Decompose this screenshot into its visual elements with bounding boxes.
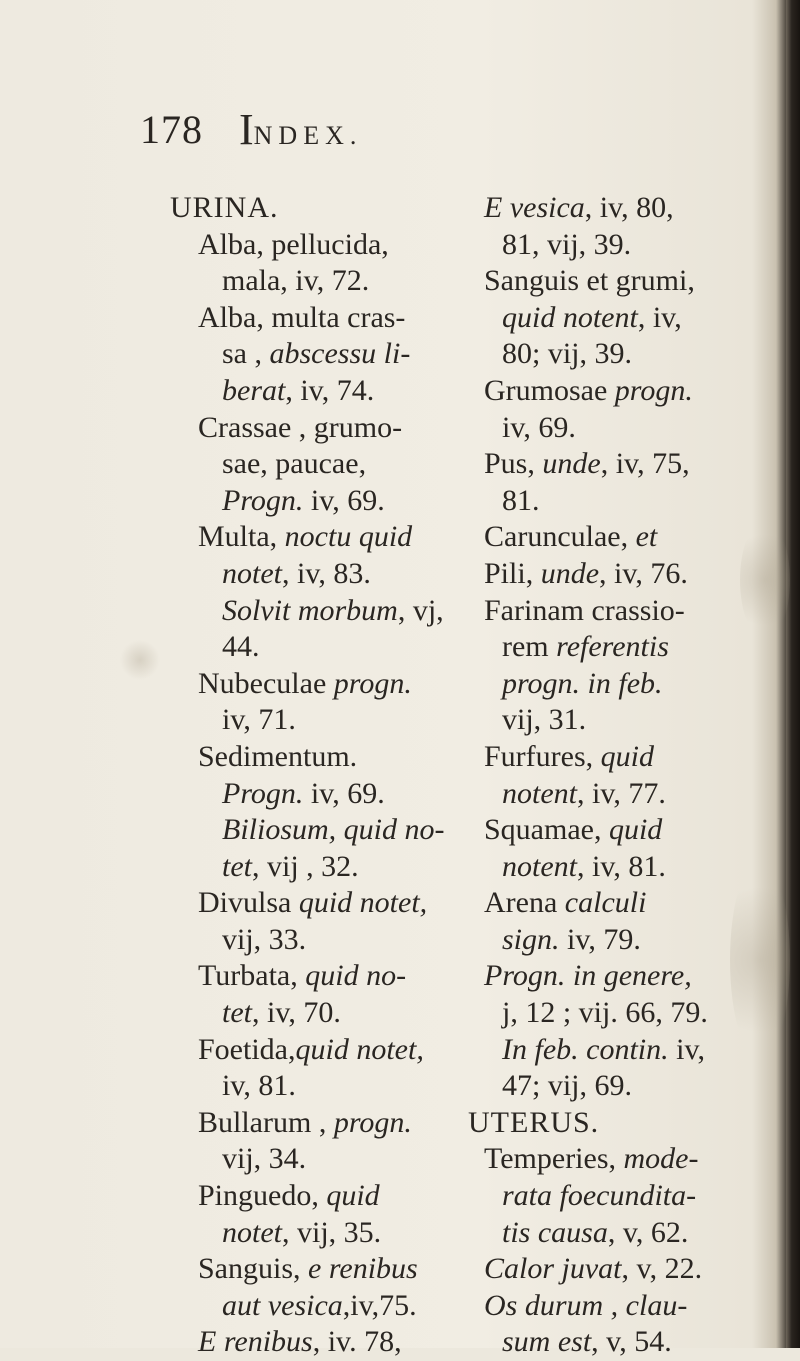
index-entry-line: iv, 81.: [222, 1069, 296, 1103]
index-entry-line: [170, 1288, 470, 1325]
roman-text: Grumosae: [484, 373, 615, 407]
italic-text: berat: [222, 373, 286, 407]
roman-text: , vij, 35.: [282, 1215, 382, 1249]
italic-text: quid notent: [502, 300, 638, 334]
index-entry-line: [170, 593, 470, 630]
roman-text: , iv, 83.: [282, 556, 371, 590]
index-entry-line: [170, 995, 470, 1032]
italic-text: E vesica: [484, 191, 585, 224]
index-entry-line: [170, 666, 470, 703]
italic-text: tis causa: [502, 1215, 608, 1249]
italic-text: Solvit morbum: [222, 593, 398, 627]
italic-text: In feb. contin.: [502, 1032, 669, 1066]
roman-text: Nubeculae: [198, 666, 334, 700]
roman-text: iv, 69.: [303, 776, 385, 810]
italic-text: et: [635, 520, 658, 554]
roman-text: Temperies,: [484, 1142, 617, 1176]
index-entry-line: [170, 336, 470, 373]
italic-text: progn. in feb.: [502, 666, 663, 700]
index-entry-line: [484, 666, 774, 703]
index-entry-line: [484, 922, 774, 959]
roman-text: , iv, 75,: [600, 447, 690, 481]
italic-text: calculi: [564, 886, 647, 920]
index-heading: UTERUS.: [468, 1105, 600, 1139]
roman-text: rem: [502, 630, 557, 664]
roman-text: Pili,: [484, 556, 541, 590]
index-column-left: [170, 190, 470, 1361]
roman-text: iv, 79.: [559, 922, 641, 956]
index-entry-line: [170, 1215, 470, 1252]
italic-text: referentis: [556, 630, 669, 664]
index-entry-line: [170, 519, 470, 556]
roman-text: , iv, 70.: [252, 996, 341, 1030]
index-entry-line: [170, 1251, 470, 1288]
roman-text: , iv, 76.: [599, 556, 688, 590]
italic-text: mode-: [616, 1142, 699, 1176]
index-entry-line: iv, 71.: [222, 703, 296, 737]
index-column-right: [468, 190, 774, 1361]
roman-text: , iv, 81.: [577, 849, 666, 883]
italic-text: quid no-: [305, 959, 407, 993]
italic-text: quid notet,: [295, 1032, 424, 1066]
italic-text: notent: [502, 776, 577, 810]
index-entry-line: [484, 446, 774, 483]
index-entry-line: [484, 1141, 774, 1178]
index-entry-line: [484, 849, 774, 886]
italic-text: E renibus: [198, 1325, 313, 1359]
italic-text: quid: [326, 1179, 380, 1213]
italic-text: Biliosum, quid no-: [222, 813, 445, 847]
index-entry-line: [484, 1178, 774, 1215]
index-entry-line: [484, 1032, 774, 1069]
italic-text: aut vesica: [222, 1288, 343, 1322]
roman-text: Bullarum ,: [198, 1105, 334, 1139]
roman-text: Sanguis,: [198, 1252, 309, 1286]
roman-text: , iv. 78,: [312, 1325, 402, 1359]
index-entry-line: Sedimentum.: [198, 739, 358, 773]
index-entry-line: [170, 483, 470, 520]
index-entry-line: vij, 31.: [502, 703, 587, 737]
roman-text: ,iv,75.: [342, 1288, 417, 1322]
roman-text: , v, 22.: [621, 1252, 703, 1286]
italic-text: notet: [222, 1215, 282, 1249]
roman-text: Multa,: [198, 520, 285, 554]
index-entry-line: [484, 300, 774, 337]
index-entry-line: [170, 1032, 470, 1069]
index-entry-line: 81, vij, 39.: [502, 227, 632, 261]
index-entry-line: [170, 958, 470, 995]
index-entry-line: [170, 1105, 470, 1142]
index-entry-line: [484, 1288, 774, 1325]
italic-text: Progn. in genere,: [484, 959, 692, 993]
index-entry-line: Alba, multa cras-: [198, 300, 406, 334]
index-entry-line: Alba, pellucida,: [198, 227, 389, 261]
italic-text: Calor juvat: [484, 1252, 622, 1286]
index-entry-line: [484, 629, 774, 666]
italic-text: abscessu li-: [269, 337, 411, 371]
roman-text: Squamae,: [484, 813, 609, 847]
italic-text: progn.: [333, 1105, 412, 1139]
index-entry-line: [484, 958, 774, 995]
index-heading: URINA.: [170, 191, 279, 224]
roman-text: Carunculae,: [484, 520, 636, 554]
index-entry-line: [484, 1215, 774, 1252]
index-entry-line: [484, 776, 774, 813]
book-edge-shadow: [786, 0, 800, 1348]
running-title: [239, 100, 362, 166]
italic-text: tet: [222, 996, 252, 1030]
italic-text: unde: [542, 447, 601, 481]
italic-text: e renibus: [308, 1252, 418, 1286]
index-entry-line: [170, 885, 470, 922]
roman-text: , iv,: [637, 300, 682, 334]
roman-text: Turbata,: [198, 959, 306, 993]
roman-text: Divulsa: [198, 886, 299, 920]
italic-text: tet: [222, 849, 252, 883]
index-entry-line: vij, 33.: [222, 922, 307, 956]
italic-text: Progn.: [222, 776, 304, 810]
italic-text: unde: [540, 556, 600, 590]
index-entry-line: 81.: [502, 483, 540, 517]
index-entry-line: 80; vij, 39.: [502, 337, 633, 371]
roman-text: iv,: [668, 1032, 706, 1066]
roman-text: Pus,: [484, 447, 543, 481]
italic-text: notet: [222, 556, 282, 590]
index-entry-line: [484, 739, 774, 776]
roman-text: sa ,: [222, 337, 270, 371]
index-entry-line: j, 12 ; vij. 66, 79.: [502, 996, 708, 1030]
italic-text: progn.: [614, 373, 693, 407]
roman-text: , vj,: [397, 593, 444, 627]
index-entry-line: [484, 556, 774, 593]
page-number: 178: [140, 107, 203, 152]
roman-text: , iv, 77.: [577, 776, 666, 810]
italic-text: rata foecundita-: [502, 1179, 697, 1213]
italic-text: quid notet,: [298, 886, 428, 920]
index-entry-line: [484, 812, 774, 849]
roman-text: , iv, 80,: [584, 191, 674, 224]
index-entry-line: [484, 373, 774, 410]
index-entry-line: [170, 1178, 470, 1215]
roman-text: , v, 54.: [591, 1325, 672, 1359]
running-title-initial: I: [239, 105, 254, 154]
index-entry-line: [484, 885, 774, 922]
italic-text: quid: [600, 739, 654, 773]
index-entry-line: [170, 776, 470, 813]
roman-text: Arena: [484, 886, 565, 920]
italic-text: sign.: [502, 922, 560, 956]
italic-text: sum est: [502, 1325, 592, 1359]
running-header: [140, 100, 640, 160]
roman-text: , v, 62.: [607, 1215, 689, 1249]
roman-text: Foetida,: [198, 1032, 296, 1066]
running-title-rest: NDEX.: [253, 121, 363, 150]
index-entry-line: [170, 812, 470, 849]
index-entry-line: Crassae , grumo-: [198, 410, 403, 444]
index-entry-line: [484, 190, 774, 227]
roman-text: , vij , 32.: [252, 849, 359, 883]
roman-text: iv, 69.: [303, 483, 385, 517]
roman-text: Pinguedo,: [198, 1179, 327, 1213]
index-entry-line: Farinam crassio-: [484, 593, 685, 627]
index-entry-line: vij, 34.: [222, 1142, 307, 1176]
roman-text: , iv, 74.: [285, 373, 375, 407]
index-entry-line: [170, 556, 470, 593]
index-entry-line: 44.: [222, 630, 260, 664]
italic-text: progn.: [333, 666, 412, 700]
index-entry-line: [170, 849, 470, 886]
italic-text: notent: [502, 849, 577, 883]
roman-text: Furfures,: [484, 739, 601, 773]
italic-text: noctu quid: [284, 520, 413, 554]
index-entry-line: 47; vij, 69.: [502, 1069, 633, 1103]
italic-text: Os durum , clau-: [484, 1288, 688, 1322]
index-entry-line: [484, 1251, 774, 1288]
index-entry-line: [484, 519, 774, 556]
index-entry-line: iv, 69.: [502, 410, 576, 444]
index-entry-line: sae, paucae,: [222, 447, 367, 481]
index-entry-line: [484, 1324, 774, 1361]
italic-text: quid: [608, 813, 663, 847]
paper-stain: [120, 640, 160, 680]
index-entry-line: [170, 373, 470, 410]
index-entry-line: [170, 1324, 470, 1361]
italic-text: Progn.: [222, 483, 304, 517]
index-entry-line: Sanguis et grumi,: [484, 264, 695, 298]
index-entry-line: mala, iv, 72.: [222, 264, 370, 298]
